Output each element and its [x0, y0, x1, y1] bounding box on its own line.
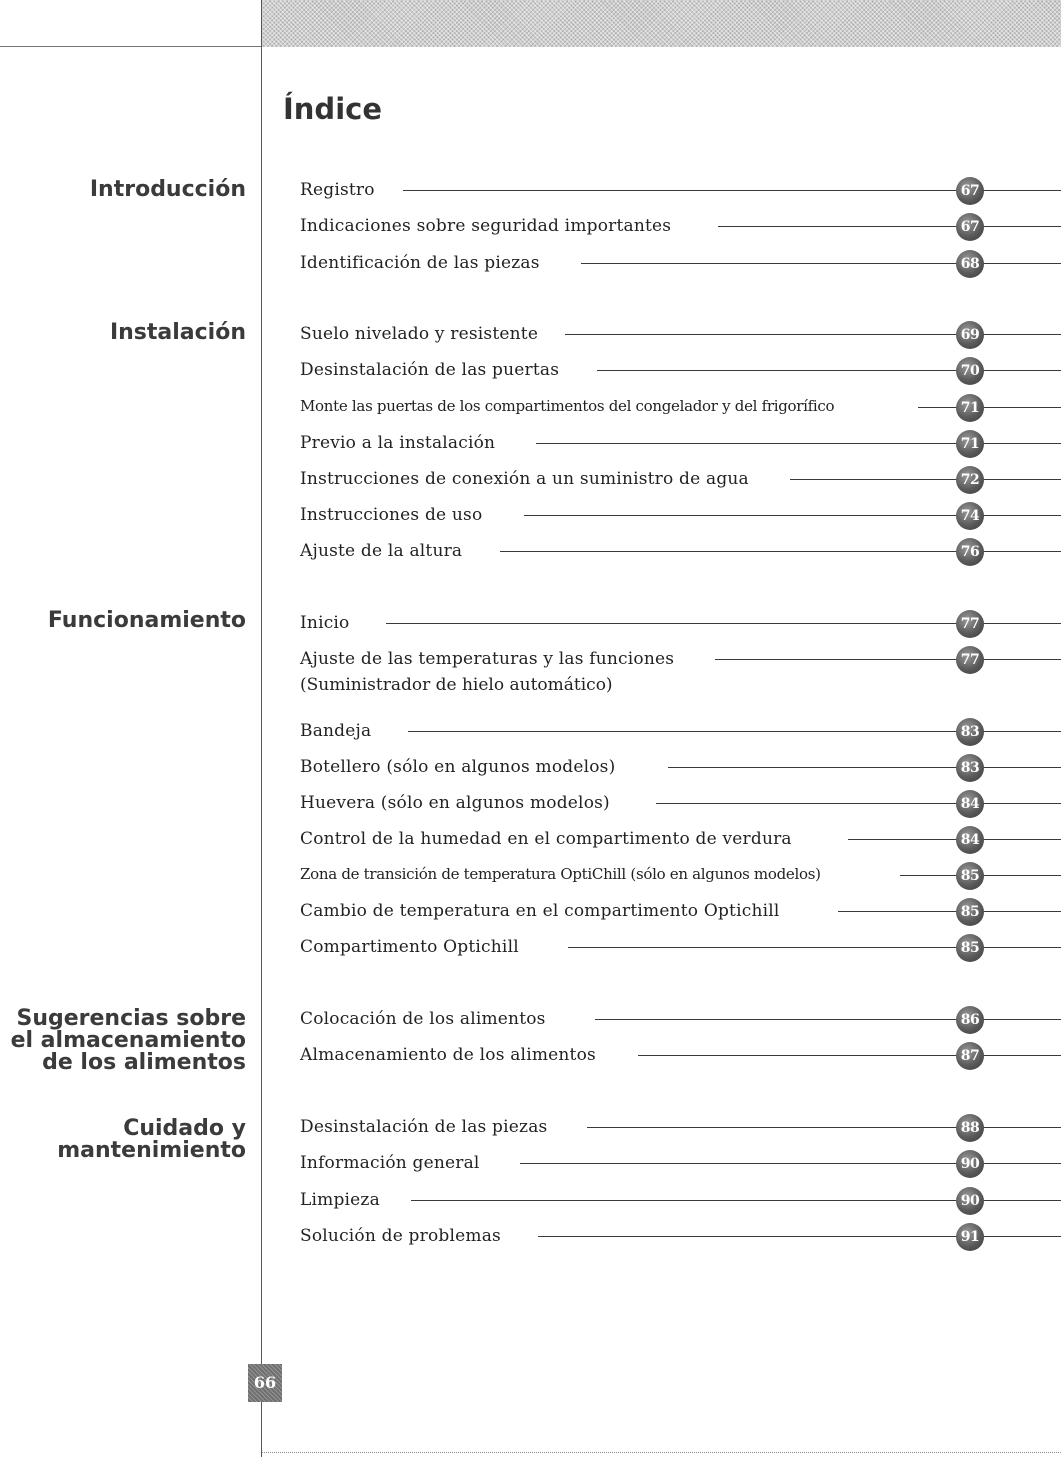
- toc-entry[interactable]: [300, 1151, 1061, 1175]
- section-title-line: el almacenamiento: [10, 1028, 246, 1053]
- leader-line: [587, 1127, 1061, 1128]
- leader-line: [638, 1055, 1061, 1056]
- toc-entry[interactable]: [300, 827, 1061, 851]
- page-number: 66: [248, 1364, 282, 1402]
- page-number-badge: 74: [956, 502, 984, 530]
- page-number-badge: 90: [956, 1187, 984, 1215]
- toc-entry[interactable]: [300, 647, 1061, 671]
- toc-entry[interactable]: [300, 358, 1061, 382]
- toc-entry[interactable]: [300, 899, 1061, 923]
- leader-line: [918, 407, 1061, 408]
- toc-entry[interactable]: [300, 611, 1061, 635]
- toc-entry[interactable]: [300, 863, 1061, 887]
- section-title-sugerencias: [11, 1008, 246, 1074]
- leader-line: [595, 1019, 1061, 1020]
- toc-entry[interactable]: [300, 1007, 1061, 1031]
- toc-entry-label: Instrucciones de conexión a un suministro de agua: [300, 469, 749, 489]
- page-number-badge: 76: [956, 538, 984, 566]
- leader-line: [568, 947, 1061, 948]
- page-number-badge: 71: [956, 430, 984, 458]
- section-title-line: Sugerencias sobre: [16, 1006, 246, 1031]
- toc-entry[interactable]: [300, 539, 1061, 563]
- section-title-line: de los alimentos: [42, 1050, 246, 1075]
- toc-entry-label: Huevera (sólo en algunos modelos): [300, 793, 610, 813]
- leader-line: [597, 370, 1061, 371]
- toc-entry[interactable]: [300, 791, 1061, 815]
- leader-line: [565, 334, 1061, 335]
- page-number-badge: 71: [956, 394, 984, 422]
- page-number-badge: 88: [956, 1114, 984, 1142]
- section-title-funcionamiento: Funcionamiento: [47, 608, 246, 633]
- toc-entry[interactable]: [300, 214, 1061, 238]
- toc-entry-label: Información general: [300, 1153, 480, 1173]
- page-number-badge: 67: [956, 177, 984, 205]
- leader-line: [581, 263, 1061, 264]
- toc-entry[interactable]: [300, 1115, 1061, 1139]
- leader-line: [838, 911, 1061, 912]
- page-number-badge: 85: [956, 898, 984, 926]
- page-number-badge: 70: [956, 357, 984, 385]
- page-number-badge: 72: [956, 466, 984, 494]
- page-number-badge: 69: [956, 321, 984, 349]
- page-number-badge: 83: [956, 718, 984, 746]
- toc-entry[interactable]: [300, 431, 1061, 455]
- toc-entry-label: Botellero (sólo en algunos modelos): [300, 757, 616, 777]
- toc-entry-label: Ajuste de la altura: [300, 541, 463, 561]
- leader-line: [848, 839, 1061, 840]
- toc-entry-label: Ajuste de las temperaturas y las funciones: [300, 649, 675, 669]
- toc-entry[interactable]: [300, 395, 1061, 419]
- header-banner: [262, 0, 1061, 47]
- vertical-divider: [261, 0, 262, 1457]
- page-number-badge: 85: [956, 934, 984, 962]
- toc-entry[interactable]: [300, 755, 1061, 779]
- toc-entry-label: Instrucciones de uso: [300, 505, 483, 525]
- toc-entry[interactable]: [300, 178, 1061, 202]
- toc-entry-label: Indicaciones sobre seguridad importantes: [300, 216, 672, 236]
- toc-entry-label: Monte las puertas de los compartimentos del congelador y del frigorífico: [300, 397, 835, 415]
- leader-line: [718, 226, 1061, 227]
- toc-entry-label: Bandeja: [300, 721, 372, 741]
- page-number-badge: 86: [956, 1006, 984, 1034]
- page-number-badge: 67: [956, 213, 984, 241]
- toc-entry[interactable]: [300, 1188, 1061, 1212]
- toc-entry-label: Desinstalación de las puertas: [300, 360, 560, 380]
- page-title: Índice: [283, 92, 382, 126]
- toc-entry-label: Solución de problemas: [300, 1226, 501, 1246]
- leader-line: [790, 479, 1061, 480]
- page-number-badge: 84: [956, 790, 984, 818]
- page-number-badge: 87: [956, 1042, 984, 1070]
- leader-line: [656, 803, 1061, 804]
- toc-entry[interactable]: [300, 1224, 1061, 1248]
- toc-entry[interactable]: [300, 935, 1061, 959]
- toc-entry-label: Suelo nivelado y resistente: [300, 324, 539, 344]
- page-number-badge: 77: [956, 646, 984, 674]
- toc-entry-label: Almacenamiento de los alimentos: [300, 1045, 596, 1065]
- section-title-line: mantenimiento: [57, 1138, 246, 1163]
- section-title-introduccion: Introducción: [89, 177, 246, 202]
- toc-entry-label: Identificación de las piezas: [300, 253, 540, 273]
- page-number-badge: 77: [956, 610, 984, 638]
- toc-entry[interactable]: [300, 322, 1061, 346]
- toc-entry-label: Limpieza: [300, 1190, 380, 1210]
- toc-entry[interactable]: [300, 719, 1061, 743]
- toc-entry-label: Inicio: [300, 613, 350, 633]
- toc-entry-label: Control de la humedad en el compartimento de verdura: [300, 829, 792, 849]
- section-title-line: Cuidado y: [123, 1116, 246, 1141]
- toc-entry[interactable]: [300, 251, 1061, 275]
- toc-entry[interactable]: [300, 1043, 1061, 1067]
- section-title-instalacion: Instalación: [109, 320, 246, 345]
- toc-entry-label: Colocación de los alimentos: [300, 1009, 546, 1029]
- toc-entry-label: Zona de transición de temperatura OptiChill (sólo en algunos modelos): [300, 865, 821, 883]
- toc-entry-subtitle: (Suministrador de hielo automático): [300, 675, 613, 695]
- page-number-badge: 90: [956, 1150, 984, 1178]
- leader-line: [715, 659, 1061, 660]
- toc-entry[interactable]: [300, 503, 1061, 527]
- page-number-badge: 84: [956, 826, 984, 854]
- toc-entry[interactable]: [300, 467, 1061, 491]
- page-number-badge: 85: [956, 862, 984, 890]
- toc-entry-label: Previo a la instalación: [300, 433, 496, 453]
- toc-entry-label: Compartimento Optichill: [300, 937, 519, 957]
- page-number-badge: 91: [956, 1223, 984, 1251]
- toc-entry-label: Cambio de temperatura en el compartimento Optichill: [300, 901, 780, 921]
- section-title-cuidado: [57, 1118, 246, 1162]
- toc-entry-label: Desinstalación de las piezas: [300, 1117, 548, 1137]
- leader-line: [668, 767, 1061, 768]
- bottom-rule: [262, 1452, 1061, 1453]
- toc-entry-label: Registro: [300, 180, 375, 200]
- page-number-badge: 68: [956, 250, 984, 278]
- page-number-badge: 83: [956, 754, 984, 782]
